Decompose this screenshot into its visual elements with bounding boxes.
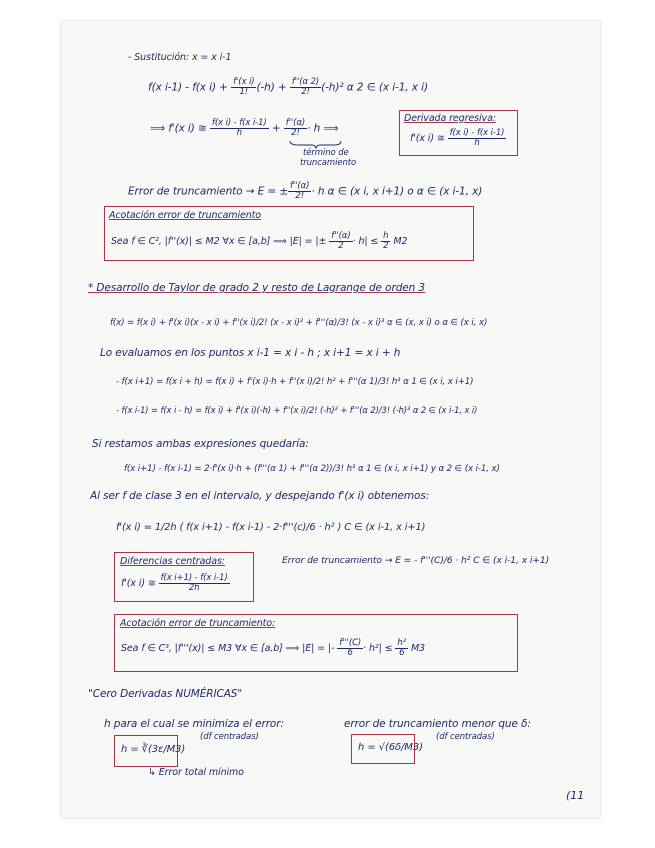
- difference-result-line: f(x i+1) - f(x i-1) = 2·f'(x i)·h + (f'''(α 1) + f'''(α 2))/3! h³ α 1 ∈ (x i, x i+1) y α 2 ∈ (x i-1, x): [124, 464, 500, 474]
- error-bound-formula-2: Sea f ∈ C³, |f'''(x)| ≤ M3 ∀x ∈ [a,b] ⟹ |E| = |- $\frac{f'''(C)}{6}$ · h²| ≤ $\frac{\text{h²}}{6}$ M3: [121, 638, 425, 658]
- error-bound-formula-1: Sea f ∈ C², |f''(x)| ≤ M2 ∀x ∈ [a,b] ⟹ |E| = |± $\frac{f''(\alpha)}{2}$ · h| ≤ $\frac{h}{2}$ M2: [111, 231, 408, 251]
- h-delta-box: [351, 734, 423, 764]
- backward-point-expansion: - f(x i-1) = f(x i - h) = f(x i) + f'(x i)(-h) + f''(x i)/2! (-h)² + f'''(α 2)/3! (-h)³ α 2 ∈ (x i-1, x i): [116, 405, 478, 415]
- brace-label-1: término de: [303, 148, 349, 158]
- centered-differences-title: Diferencias centradas:: [120, 556, 225, 567]
- evaluation-points-line: Lo evaluamos en los puntos x i-1 = x i - h ; x i+1 = x i + h: [100, 347, 401, 359]
- substitution-line: - Sustitución: x = x i-1: [128, 52, 232, 63]
- taylor-backward-line: f(x i-1) - f(x i) + $\frac{\text{f'(x i)}}{1!}$ (-h) + $\frac{f''(\alpha 2)}{2!}$ (-h)² α 2 ∈ (x i-1, x i): [148, 77, 428, 97]
- backward-derivative-title: Derivada regresiva:: [404, 113, 496, 124]
- taylor-heading: * Desarrollo de Taylor de grado 2 y resto de Lagrange de orden 3: [88, 282, 425, 294]
- backward-derivative-formula: f'(x i) ≅ $\frac{\text{f(x i) - f(x i-1)}}{h}$: [410, 128, 505, 148]
- h-delta-formula: h = √(6δ/M3): [358, 742, 423, 753]
- backward-derivative-box: [399, 110, 518, 156]
- derivative-solved-line: f'(x i) = 1/2h ( f(x i+1) - f(x i-1) - 2·f'''(c)/6 · h² ) C ∈ (x i-1, x i+1): [116, 522, 426, 533]
- brace-label-2: truncamiento: [300, 158, 357, 168]
- subtract-expressions-line: Si restamos ambas expresiones quedaría:: [92, 438, 309, 450]
- truncation-less-delta-line: error de truncamiento menor que δ:: [344, 718, 531, 730]
- error-bound-box-1: [104, 206, 474, 261]
- truncation-error-line-1: Error de truncamiento → E = ± $\frac{f''(\alpha)}{2!}$ · h α ∈ (x i, x i+1) o α ∈ (x i-1, x): [128, 181, 483, 201]
- centered-differences-formula: f'(x i) ≅ $\frac{\text{f(x i+1) - f(x i-1)}}{2h}$: [121, 573, 228, 593]
- centered-note-1: (df centradas): [200, 732, 259, 742]
- class-three-line: Al ser f de clase 3 en el intervalo, y despejando f'(x i) obtenemos:: [90, 490, 430, 502]
- error-bound-title-1: Acotación error de truncamiento: [109, 210, 261, 221]
- forward-point-expansion: - f(x i+1) = f(x i + h) = f(x i) + f'(x i)·h + f''(x i)/2! h² + f'''(α 1)/3! h³ α 1 ∈ (x i, x i+1): [116, 377, 474, 387]
- backward-derivation-line: ⟹ f'(x i) ≅ $\frac{\text{f(x i) - f(x i-1)}}{h}$ + $\frac{f''(\alpha)}{2!}$ · h ⟹: [150, 118, 339, 138]
- h-min-box: [114, 735, 186, 767]
- centered-note-2: (df centradas): [436, 732, 495, 742]
- total-error-note: ↳ Error total mínimo: [148, 767, 244, 778]
- taylor-expansion-line: f(x) = f(x i) + f'(x i)(x - x i) + f''(x i)/2! (x - x i)² + f'''(α)/3! (x - x i)³ α ∈ (x, x i) o α ∈ (x i, x): [110, 318, 488, 328]
- truncation-error-line-2: Error de truncamiento → E = - f'''(C)/6 · h² C ∈ (x i-1, x i+1): [282, 555, 550, 566]
- error-bound-box-2: [114, 614, 518, 672]
- min-error-h-line: h para el cual se minimiza el error:: [104, 718, 284, 730]
- centered-differences-box: [114, 552, 254, 602]
- page-number: (11: [566, 789, 585, 802]
- cero-derivadas-heading: "Cero Derivadas NUMÉRICAS": [88, 688, 243, 700]
- error-bound-title-2: Acotación error de truncamiento:: [120, 618, 276, 629]
- h-min-formula: h = ∛(3ε/M3): [121, 744, 186, 755]
